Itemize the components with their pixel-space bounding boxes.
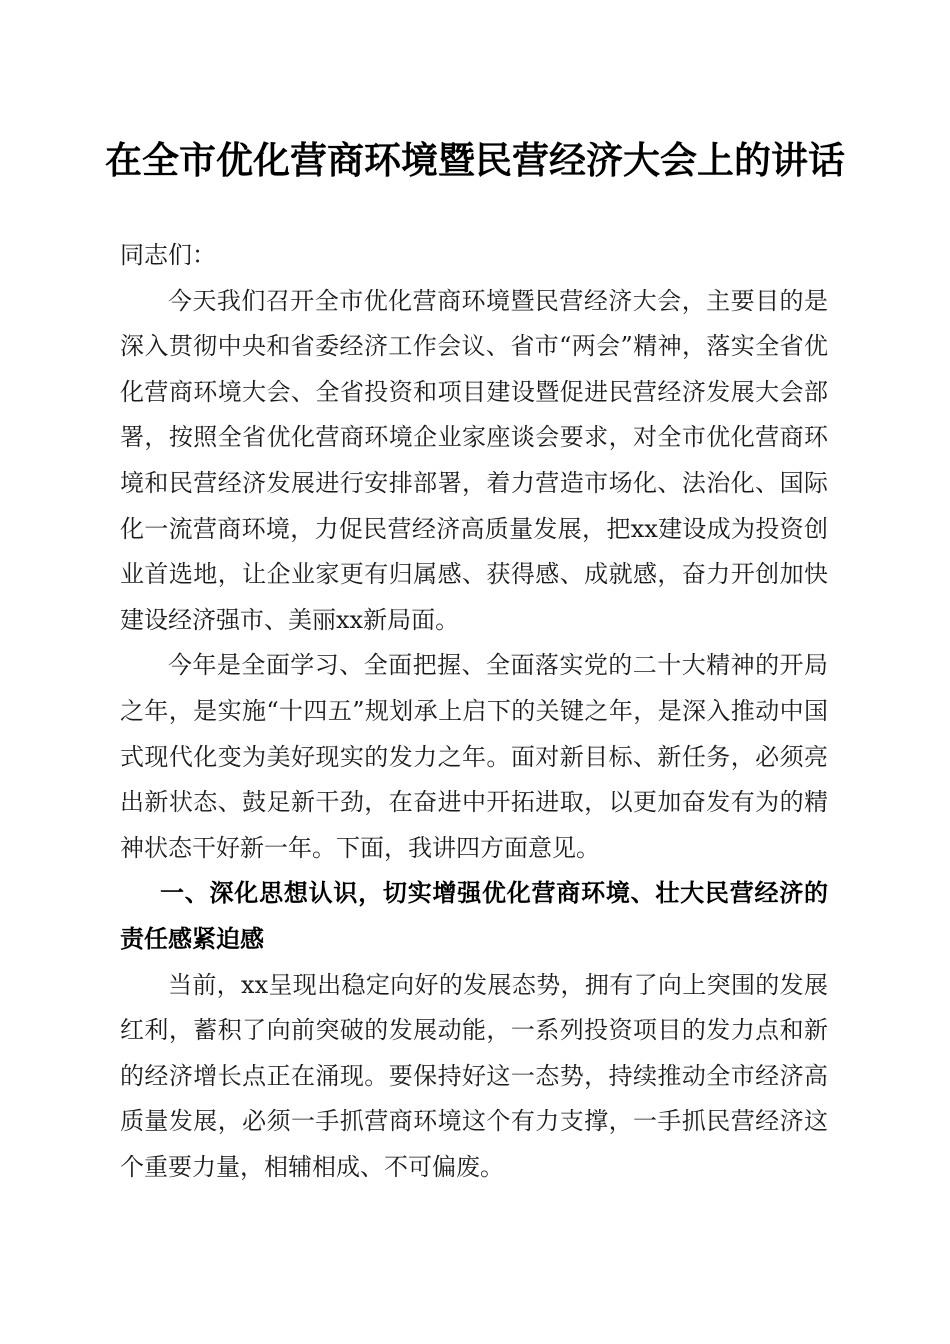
body-paragraph: 当前，xx呈现出稳定向好的发展态势，拥有了向上突围的发展红利，蓄积了向前突破的发展动能，一系列投资项目的发力点和新的经济增长点正在涌现。要保持好这一态势，持续推动全市经济高质量发展，必须一手抓营商环境这个有力支撑，一手抓民营经济这个重要力量，相辅相成、不可偏废。	[120, 970, 828, 1181]
body-paragraph: 今天我们召开全市优化营商环境暨民营经济大会，主要目的是深入贯彻中央和省委经济工作会议、省市“两会”精神，落实全省优化营商环境大会、全省投资和项目建设暨促进民营经济发展大会部署，按照全省优化营商环境企业家座谈会要求，对全市优化营商环境和民营经济发展进行安排部署，着力营造市场化、法治化、国际化一流营商环境，力促民营经济高质量发展，把xx建设成为投资创业首选地，让企业家更有归属感、获得感、成就感，奋力开创加快建设经济强市、美丽xx新局面。	[120, 286, 828, 634]
document-body	[120, 233, 828, 1190]
body-paragraph: 今年是全面学习、全面把握、全面落实党的二十大精神的开局之年，是实施“十四五”规划承上启下的关键之年，是深入推动中国式现代化变为美好现实的发力之年。面对新目标、新任务，必须亮出新状态、鼓足新干劲，在奋进中开拓进取，以更加奋发有为的精神状态干好新一年。下面，我讲四方面意见。	[120, 651, 828, 862]
document-title: 在全市优化营商环境暨民营经济大会上的讲话	[105, 138, 845, 182]
section-heading: 一、深化思想认识，切实增强优化营商环境、壮大民营经济的责任感紧迫感	[120, 879, 828, 953]
salutation: 同志们：	[120, 241, 216, 269]
